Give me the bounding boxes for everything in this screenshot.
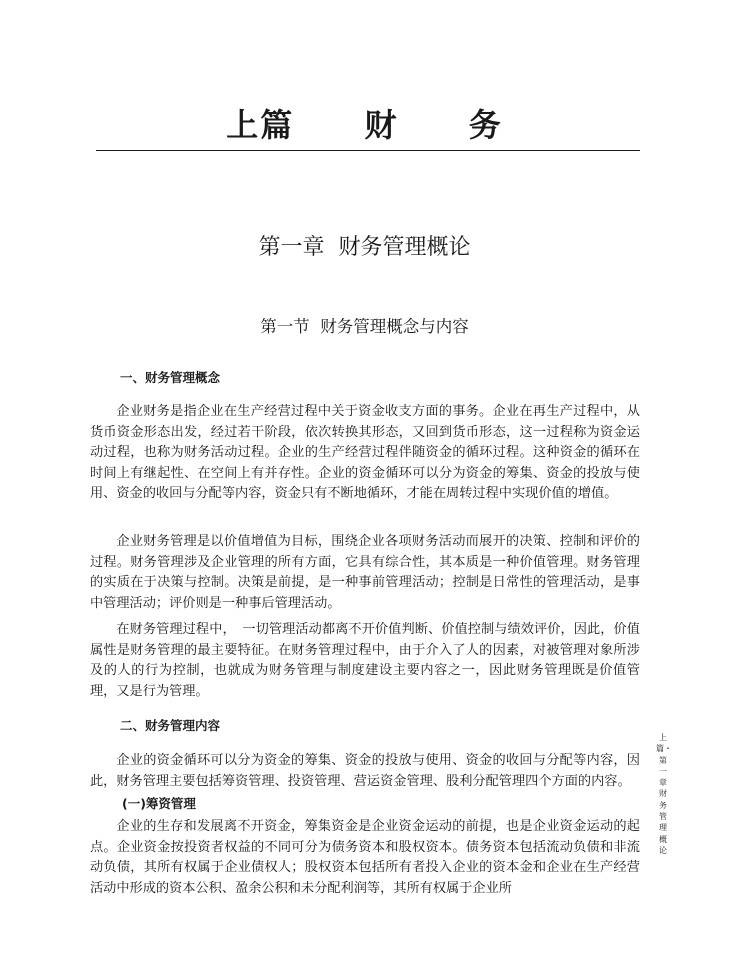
side-running-header: 上篇・第一章财务管理概论 xyxy=(656,733,672,855)
paragraph-content-overview: 企业的资金循环可以分为资金的筹集、资金的投放与使用、资金的收回与分配等内容，因此，财务管理主要包括筹资管理、投资管理、营运资金管理、股利分配管理四个方面的内容。 xyxy=(90,753,640,789)
heading-content: 二、财务管理内容 xyxy=(120,718,221,733)
title-underline xyxy=(96,150,640,151)
heading-financing: (一)筹资管理 xyxy=(122,796,196,811)
paragraph-enterprise-finance: 企业财务是指企业在生产经营过程中关于资金收支方面的事务。企业在再生产过程中，从货币资金形态出发，经过若干阶段，依次转换其形态，又回到货币形态，这一过程称为资金运动过程，也称为财务活动过程。企业的生产经营过程伴随资金的循环过程。这种资金的循环在时间上有继起性、在空间上有并存性。企业的资金循环可以分为资金的筹集、资金的投放与使用、资金的收回与分配等内容，资金只有不断地循环，才能在周转过程中实现价值的增值。 xyxy=(90,404,640,501)
paragraph-financial-management: 企业财务管理是以价值增值为目标，围绕企业各项财务活动而展开的决策、控制和评价的过程。财务管理涉及企业管理的所有方面，它具有综合性，其本质是一种价值管理。财务管理的实质在于决策与控制。决策是前提，是一种事前管理活动；控制是日常性的管理活动，是事中管理活动；评价则是一种事后管理活动。 xyxy=(90,534,640,611)
part-title: 上篇 财 务 xyxy=(226,106,503,144)
heading-concept: 一、财务管理概念 xyxy=(120,370,221,385)
chapter-title: 第一章 财务管理概论 xyxy=(258,235,471,260)
paragraph-financing: 企业的生存和发展离不开资金，筹集资金是企业资金运动的前提，也是企业资金运动的起点。企业资金按投资者权益的不同可分为债务资本和股权资本。债务资本包括流动负债和非流动负债，其所有权属于企业债权人；股权资本包括所有者投入企业的资本金和企业在生产经营活动中形成的资本公积、盈余公积和未分配利润等，其所有权属于企业所 xyxy=(90,819,640,896)
section-title: 第一节 财务管理概念与内容 xyxy=(260,317,469,336)
paragraph-value-behavior: 在财务管理过程中， 一切管理活动都离不开价值判断、价值控制与绩效评价，因此，价值属性是财务管理的最主要特征。在财务管理过程中，由于介入了人的因素，对被管理对象所涉及的人的行为控制，也就成为财务管理与制度建设主要内容之一，因此财务管理既是价值管理，又是行为管理。 xyxy=(90,622,640,699)
